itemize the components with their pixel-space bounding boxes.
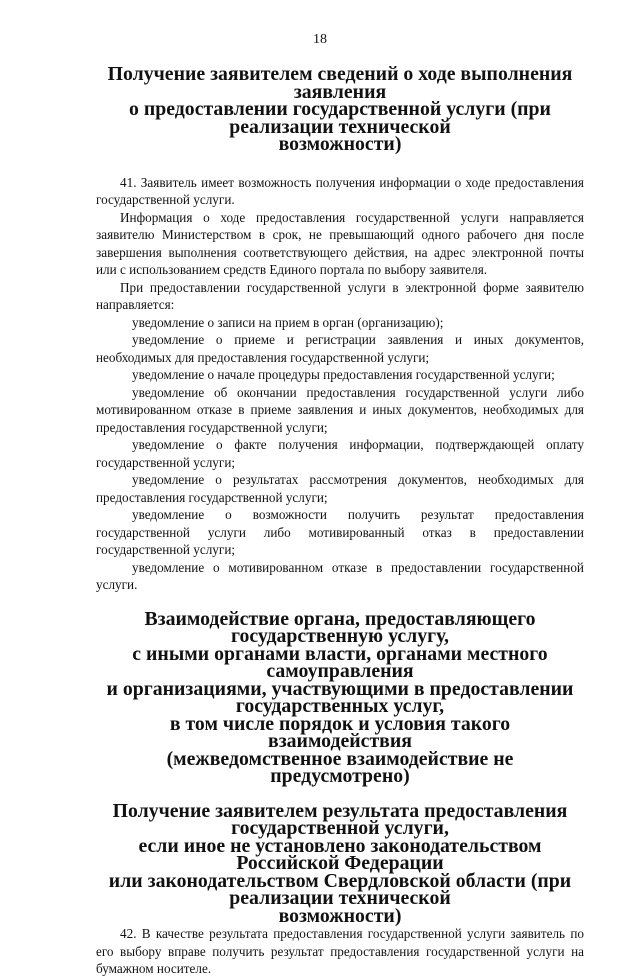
heading-line: с иными органами власти, органами местного самоуправления — [132, 642, 548, 682]
heading-line: о предоставлении государственной услуги (при реализации технической — [129, 98, 551, 138]
notification-item: уведомление о возможности получить результат предоставления государственной услуги либо мотивированный отказ в предоставлении государственной услуги; — [96, 507, 584, 557]
paragraph-41: 41. Заявитель имеет возможность получения информации о ходе предоставления государственной услуги. — [96, 174, 584, 207]
section-heading-progress-info — [96, 63, 584, 155]
heading-line: если иное не установлено законодательством Российской Федерации — [138, 834, 542, 874]
heading-line: возможности) — [278, 133, 402, 155]
notification-item: уведомление об окончании предоставления государственной услуги либо мотивированном отказе в приеме заявления и иных документов, необходимых для предоставления государственной услуги; — [96, 384, 584, 435]
heading-line: в том числе порядок и условия такого взаимодействия — [169, 712, 511, 752]
heading-line: или законодательством Свердловской области (при реализации технической — [108, 869, 572, 909]
heading-line: Получение заявителем сведений о ходе выполнения заявления — [107, 63, 573, 103]
paragraph-41-intro: При предоставлении государственной услуги в электронной форме заявителю направляется: — [96, 279, 584, 312]
paragraph-42: 42. В качестве результата предоставления государственной услуги заявитель по его выбору вправе получить результат предоставления государственной услуги на бумажном носителе. — [96, 926, 584, 976]
notification-item: уведомление о мотивированном отказе в предоставлении государственной услуги. — [96, 559, 584, 592]
heading-line: Взаимодействие органа, предоставляющего государственную услугу, — [144, 607, 536, 647]
notification-item: уведомление о начале процедуры предоставления государственной услуги; — [132, 367, 555, 382]
paragraph-41-info: Информация о ходе предоставления государственной услуги направляется заявителю Министерством в срок, не превышающий одного рабочего дня после завершения выполнения соответствующего действия, на адрес электронной почты или с использованием средств Единого портала по выбору заявителя. — [96, 209, 584, 277]
notification-item: уведомление о результатах рассмотрения документов, необходимых для предоставления государственной услуги; — [96, 472, 584, 505]
heading-line: Получение заявителем результата предоставления государственной услуги, — [112, 799, 568, 839]
section-heading-interagency — [96, 607, 584, 787]
heading-line: и организациями, участвующими в предоставлении государственных услуг, — [106, 677, 574, 717]
notification-item: уведомление о приеме и регистрации заявления и иных документов, необходимых для предоставления государственной услуги; — [96, 332, 584, 365]
page-number: 18 — [313, 32, 327, 47]
notification-item: уведомление о факте получения информации, подтверждающей оплату государственной услуги; — [96, 437, 584, 470]
document-body — [96, 63, 584, 978]
heading-line: (межведомственное взаимодействие не предусмотрено) — [166, 747, 514, 787]
section-heading-result — [96, 799, 584, 927]
notification-item: уведомление о записи на прием в орган (организацию); — [132, 314, 444, 330]
heading-line: возможности) — [278, 904, 402, 927]
